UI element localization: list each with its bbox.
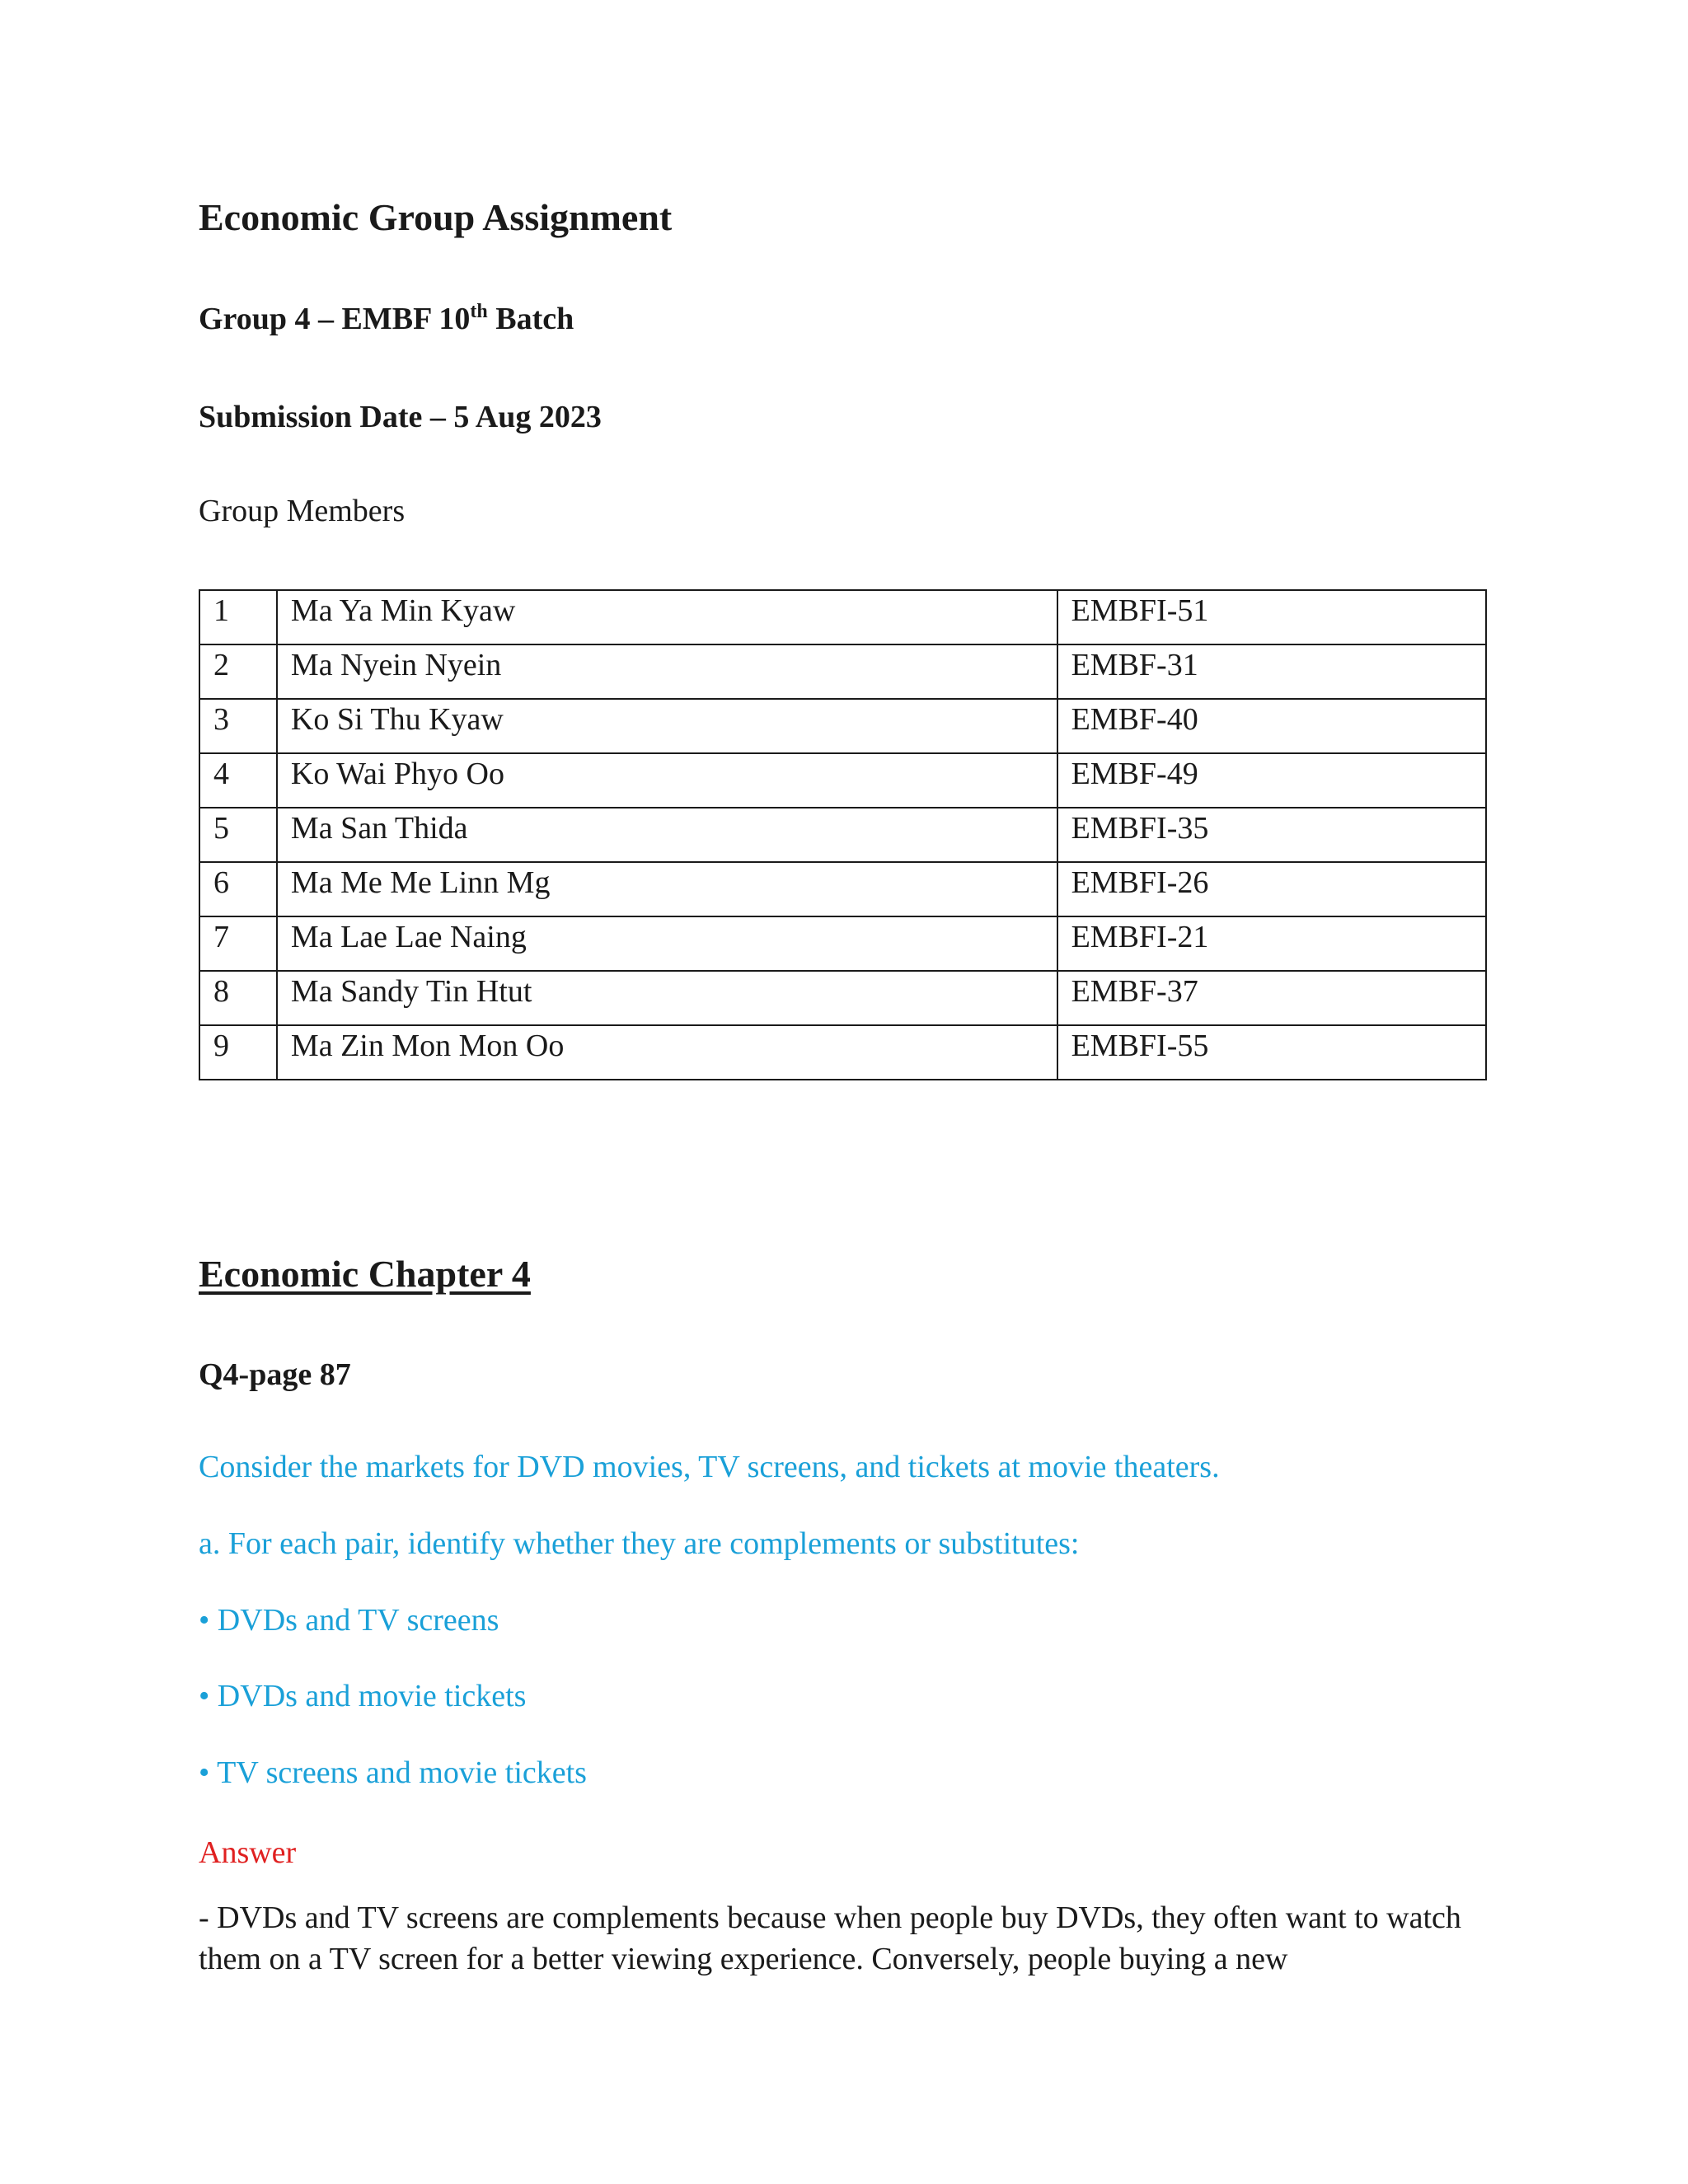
member-id: EMBFI-35 bbox=[1057, 808, 1486, 862]
member-number: 9 bbox=[199, 1025, 277, 1080]
member-id: EMBFI-21 bbox=[1057, 916, 1486, 971]
document-title: Economic Group Assignment bbox=[199, 196, 673, 238]
member-name: Ma Sandy Tin Htut bbox=[277, 971, 1057, 1025]
member-id: EMBF-37 bbox=[1057, 971, 1486, 1025]
table-row bbox=[199, 699, 1486, 753]
member-number: 5 bbox=[199, 808, 277, 862]
member-name: Ko Wai Phyo Oo bbox=[277, 753, 1057, 808]
question-bullet: • TV screens and movie tickets bbox=[199, 1755, 587, 1790]
table-row bbox=[199, 590, 1486, 644]
member-name: Ma Me Me Linn Mg bbox=[277, 862, 1057, 916]
member-name: Ma Lae Lae Naing bbox=[277, 916, 1057, 971]
submission-date: Submission Date – 5 Aug 2023 bbox=[199, 400, 602, 434]
question-reference: Q4-page 87 bbox=[199, 1357, 351, 1392]
group-prefix: Group 4 – EMBF 10 bbox=[199, 302, 471, 336]
question-bullet: • DVDs and TV screens bbox=[199, 1603, 499, 1638]
table-row bbox=[199, 862, 1486, 916]
member-number: 1 bbox=[199, 590, 277, 644]
member-number: 7 bbox=[199, 916, 277, 971]
group-suffix: Batch bbox=[487, 302, 574, 336]
member-id: EMBFI-55 bbox=[1057, 1025, 1486, 1080]
group-members-label: Group Members bbox=[199, 494, 406, 528]
question-part-a: a. For each pair, identify whether they are complements or substitutes: bbox=[199, 1526, 1080, 1561]
group-batch-heading bbox=[199, 301, 574, 339]
member-id: EMBFI-51 bbox=[1057, 590, 1486, 644]
member-number: 2 bbox=[199, 644, 277, 699]
member-name: Ko Si Thu Kyaw bbox=[277, 699, 1057, 753]
member-id: EMBF-49 bbox=[1057, 753, 1486, 808]
member-name: Ma Zin Mon Mon Oo bbox=[277, 1025, 1057, 1080]
answer-label: Answer bbox=[199, 1835, 297, 1870]
member-id: EMBFI-26 bbox=[1057, 862, 1486, 916]
member-number: 4 bbox=[199, 753, 277, 808]
answer-paragraph: - DVDs and TV screens are complements because when people buy DVDs, they often want to watch them on a TV screen for a better viewing experience. Conversely, people buying a new bbox=[199, 1900, 1461, 1976]
member-name: Ma Ya Min Kyaw bbox=[277, 590, 1057, 644]
question-intro: Consider the markets for DVD movies, TV screens, and tickets at movie theaters. bbox=[199, 1450, 1220, 1484]
member-name: Ma San Thida bbox=[277, 808, 1057, 862]
member-number: 6 bbox=[199, 862, 277, 916]
group-members-table bbox=[199, 589, 1487, 1080]
table-row bbox=[199, 971, 1486, 1025]
question-bullet: • DVDs and movie tickets bbox=[199, 1679, 527, 1713]
table-row bbox=[199, 1025, 1486, 1080]
member-id: EMBF-31 bbox=[1057, 644, 1486, 699]
table-row bbox=[199, 808, 1486, 862]
table-row bbox=[199, 753, 1486, 808]
member-id: EMBF-40 bbox=[1057, 699, 1486, 753]
member-number: 3 bbox=[199, 699, 277, 753]
ordinal-suffix: th bbox=[470, 301, 488, 322]
member-name: Ma Nyein Nyein bbox=[277, 644, 1057, 699]
table-row bbox=[199, 644, 1486, 699]
member-number: 8 bbox=[199, 971, 277, 1025]
table-row bbox=[199, 916, 1486, 971]
chapter-heading: Economic Chapter 4 bbox=[199, 1253, 531, 1295]
